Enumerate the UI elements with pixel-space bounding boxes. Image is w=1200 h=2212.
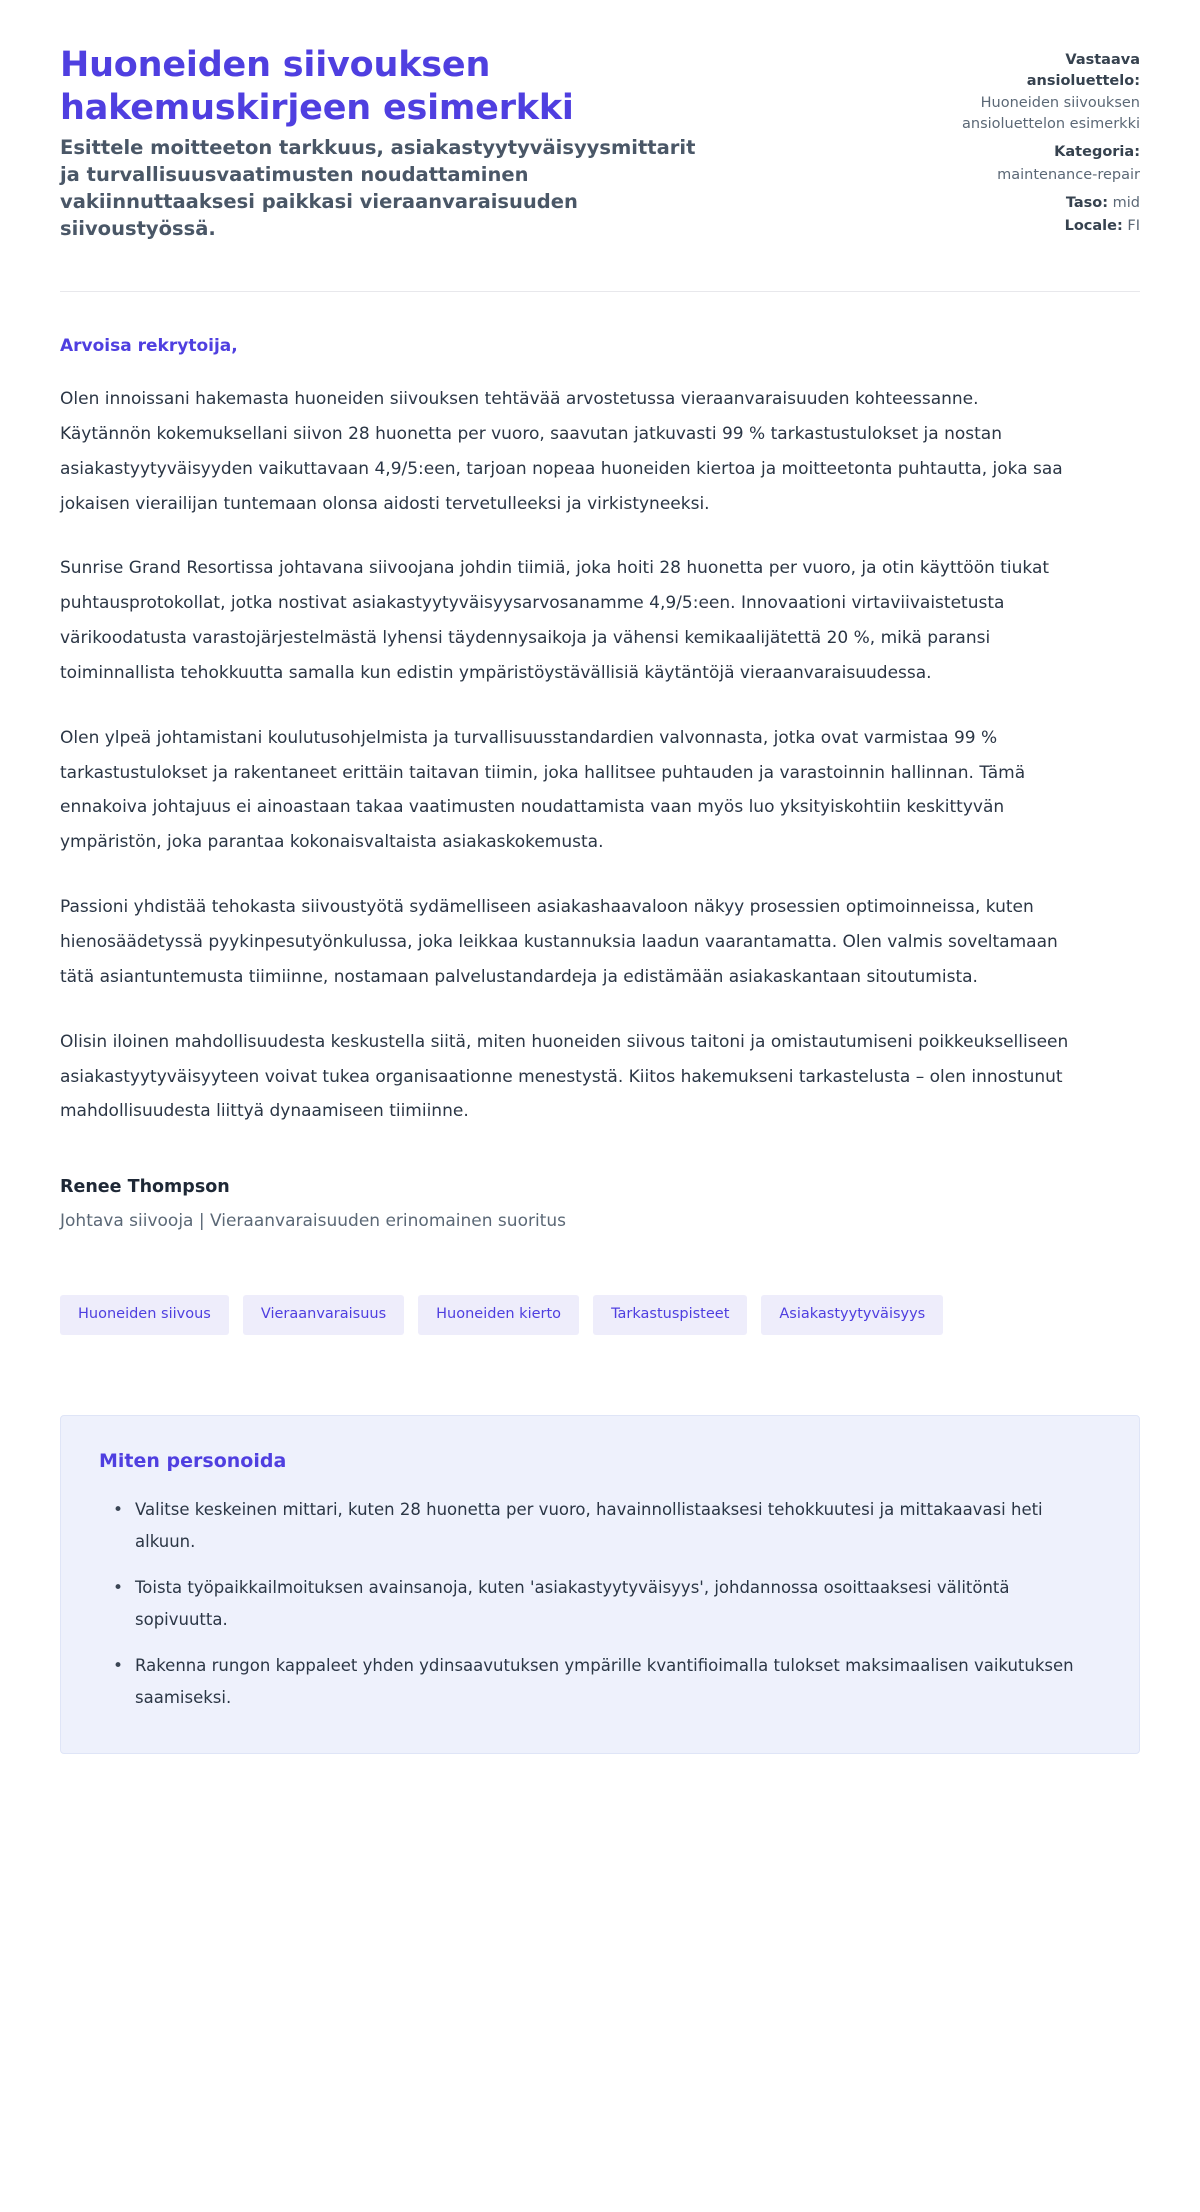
meta-label-category: Kategoria: <box>1054 144 1140 161</box>
meta-label-related-resume: Vastaava ansioluettelo: <box>1026 52 1140 89</box>
meta-label-locale: Locale: <box>1064 218 1123 235</box>
callout-tip-list <box>99 1494 1101 1715</box>
header-metadata <box>950 44 1140 239</box>
page-title: Huoneiden siivouksen hakemuskirjeen esimerkki <box>60 45 574 128</box>
meta-value-related-resume: Huoneiden siivouksen ansioluettelon esimerkki <box>962 95 1140 132</box>
letter-paragraph: Olisin iloinen mahdollisuudesta keskustella siitä, miten huoneiden siivous taitoni ja omistautumiseni poikkeukselliseen asiakastyytyväisyyteen voivat tukea organisaationne menestystä. Kiitos hakemukseni tarkastelusta – olen innostunut mahdollisuudesta liittyä dynaamiseen tiimiinne. <box>60 1031 1069 1122</box>
tag-chip[interactable]: Huoneiden siivous <box>60 1295 229 1334</box>
callout-tip-item: • Rakenna rungon kappaleet yhden ydinsaavutuksen ympärille kvantifioimalla tulokset maksimaalisen vaikutuksen saamiseksi. <box>123 1650 1101 1714</box>
signature-role: Johtava siivooja | Vieraanvaraisuuden erinomainen suoritus <box>60 1211 566 1232</box>
meta-related-resume-value <box>950 93 1140 134</box>
meta-category-label <box>950 142 1140 163</box>
tag-chip[interactable]: Vieraanvaraisuus <box>243 1295 404 1334</box>
meta-value-level: mid <box>1112 195 1140 212</box>
letter-salutation: Arvoisa rekrytoija, <box>60 336 238 356</box>
page-subtitle: Esittele moitteeton tarkkuus, asiakastyytyväisyysmittarit ja turvallisuusvaatimusten noudattaminen vakiinnuttaaksesi paikkasi vieraanvaraisuuden siivoustyössä. <box>60 136 696 241</box>
meta-label-level: Taso: <box>1065 195 1109 212</box>
letter-paragraph: Sunrise Grand Resortissa johtavana siivoojana johdin tiimiä, joka hoiti 28 huonetta per vuoro, ja otin käyttöön tiukat puhtausprotokollat, jotka nostivat asiakastyytyväisyysarvosanamme 4,9/5:een. Innovaationi virtaviivaistetusta värikoodatusta varastojärjestelmästä lyhensi täydennysaikoja ja vähensi kemikaalijätettä 20 %, mikä paransi toiminnallista tehokkuutta samalla kun edistin ympäristöystävällisiä käytäntöjä vieraanvaraisuudessa. <box>60 558 1050 683</box>
letter-body <box>60 292 1140 1129</box>
meta-related-resume-label <box>950 50 1140 91</box>
signature-name: Renee Thompson <box>60 1177 230 1198</box>
tag-chip[interactable]: Tarkastuspisteet <box>593 1295 747 1334</box>
meta-locale <box>950 216 1140 237</box>
callout-tip-item: • Toista työpaikkailmoituksen avainsanoja, kuten 'asiakastyytyväisyys', johdannossa osoittaaksesi välitöntä sopivuutta. <box>123 1572 1101 1636</box>
letter-paragraph: Passioni yhdistää tehokasta siivoustyötä sydämelliseen asiakashaavaloon näkyy prosessien optimoinneissa, kuten hienosäädetyssä pyykinpesutyönkulussa, joka leikkaa kustannuksia laadun vaarantamatta. Olen valmis soveltamaan tätä asiantuntemusta tiimiinne, nostamaan palvelustandardeja ja edistämään asiakaskantaan sitoutumista. <box>60 897 1058 987</box>
tag-chip[interactable]: Asiakastyytyväisyys <box>761 1295 943 1334</box>
document-header <box>60 0 1140 243</box>
meta-category-value <box>950 165 1140 186</box>
letter-paragraph: Olen innoissani hakemasta huoneiden siivouksen tehtävää arvostetussa vieraanvaraisuuden kohteessanne. Käytännön kokemuksellani siivon 28 huonetta per vuoro, saavutan jatkuvasti 99 % tarkastustulokset ja nostan asiakastyytyväisyyden vaikuttavaan 4,9/5:een, tarjoan nopeaa huoneiden kiertoa ja moitteetonta puhtautta, joka saa jokaisen vierailijan tuntemaan olonsa aidosti tervetulleeksi ja virkistyneeksi. <box>60 389 1063 514</box>
signature-block <box>60 1177 1140 1231</box>
meta-level <box>950 193 1140 214</box>
callout-tip-item: • Valitse keskeinen mittari, kuten 28 huonetta per vuoro, havainnollistaaksesi tehokkuutesi ja mittakaavasi heti alkuun. <box>123 1494 1101 1558</box>
letter-paragraph: Olen ylpeä johtamistani koulutusohjelmista ja turvallisuusstandardien valvonnasta, jotka ovat varmistaa 99 % tarkastustulokset ja rakentaneet erittäin taitavan tiimin, joka hallitsee puhtauden ja varastoinnin hallinnan. Tämä ennakoiva johtajuus ei ainoastaan takaa vaatimusten noudattamista vaan myös luo yksityiskohtiin keskittyvän ympäristön, joka parantaa kokonaisvaltaista asiakaskokemusta. <box>60 727 1026 853</box>
meta-value-locale: FI <box>1127 218 1140 235</box>
header-title-block <box>60 44 700 243</box>
callout-title: Miten personoida <box>99 1449 287 1472</box>
personalization-callout <box>60 1415 1140 1754</box>
tag-chip[interactable]: Huoneiden kierto <box>418 1295 579 1334</box>
meta-value-category: maintenance-repair <box>997 166 1140 183</box>
tag-list <box>60 1295 1140 1334</box>
